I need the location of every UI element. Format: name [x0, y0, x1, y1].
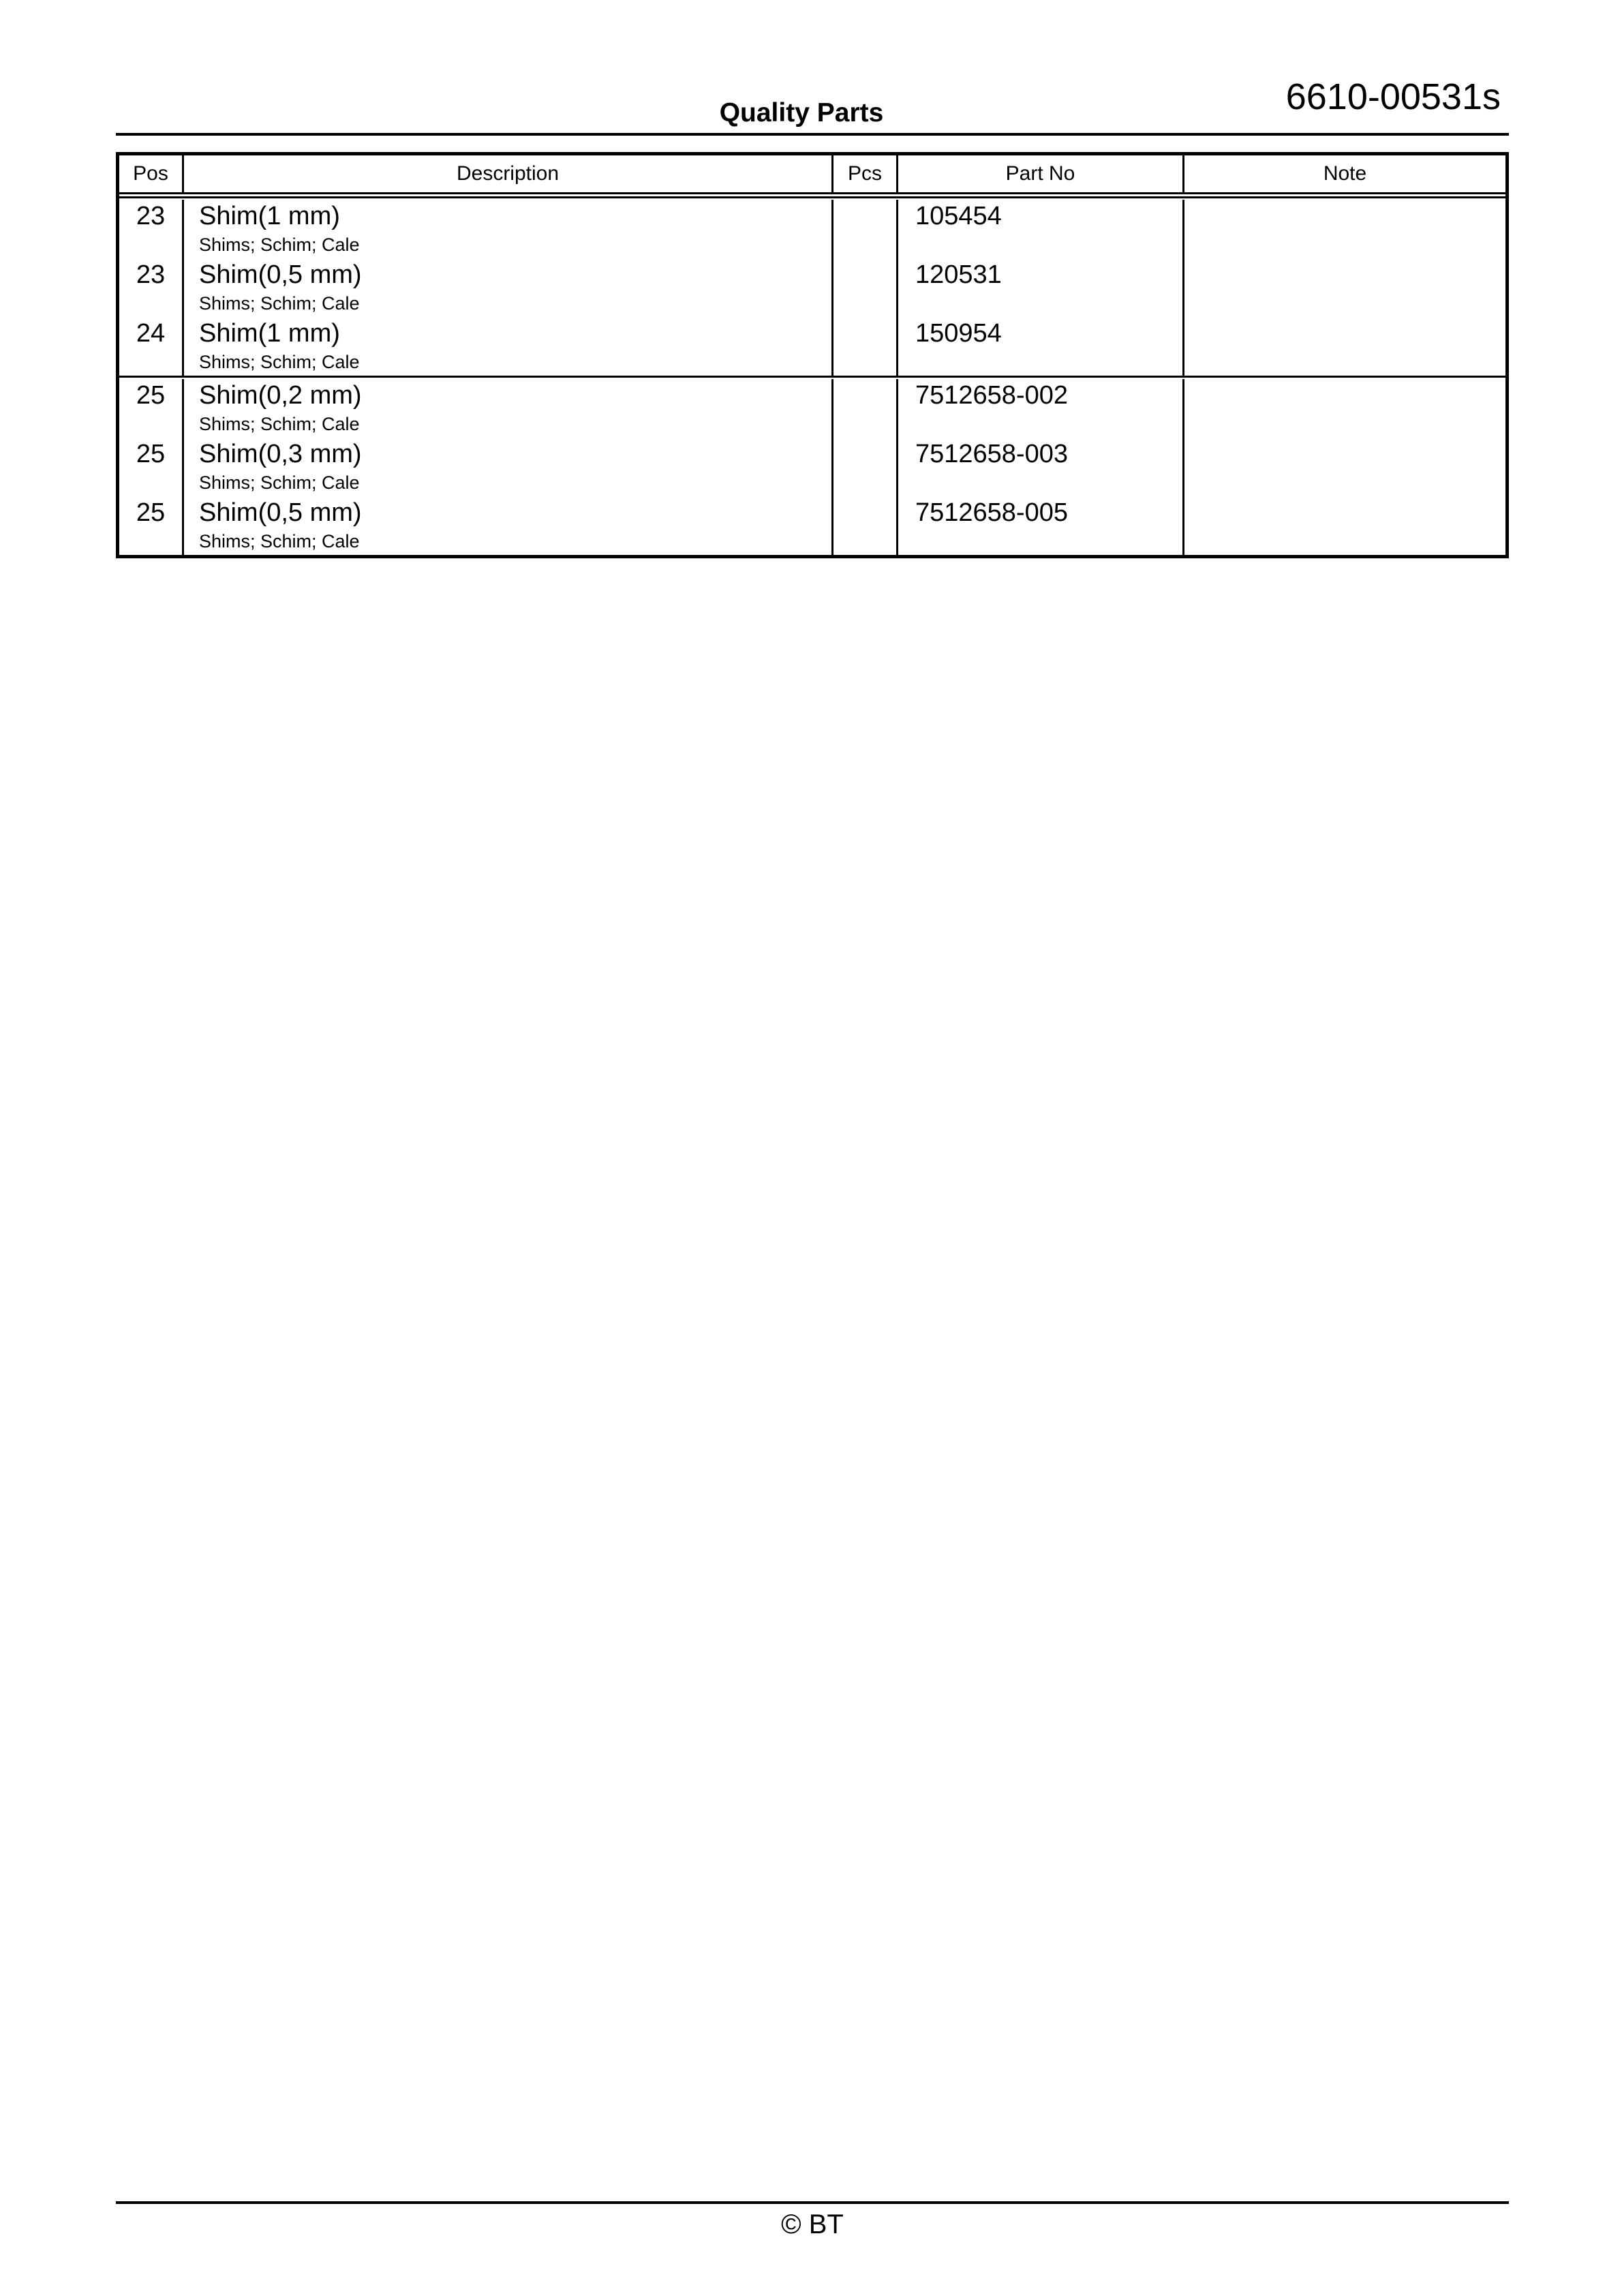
pcs-value	[833, 258, 898, 317]
description-main: Shim(1 mm)	[199, 319, 340, 348]
description-sub: Shims; Schim; Cale	[199, 235, 360, 255]
pcs-value	[833, 379, 898, 438]
part-no-value: 7512658-002	[898, 379, 1184, 438]
description-main: Shim(1 mm)	[199, 202, 340, 230]
description-main: Shim(0,5 mm)	[199, 498, 362, 527]
column-header-pcs: Pcs	[833, 155, 898, 192]
pos-value: 23	[119, 258, 184, 317]
pos-value: 25	[119, 496, 184, 555]
note-value	[1184, 258, 1505, 317]
note-value	[1184, 438, 1505, 496]
note-value	[1184, 317, 1505, 376]
description-cell	[184, 379, 833, 438]
note-value	[1184, 200, 1505, 258]
part-no-value: 7512658-003	[898, 438, 1184, 496]
parts-table	[116, 152, 1509, 558]
part-no-value: 7512658-005	[898, 496, 1184, 555]
footer-rule	[116, 2201, 1509, 2204]
table-row	[119, 258, 1505, 317]
table-row	[119, 438, 1505, 496]
table-row	[119, 379, 1505, 438]
description-cell	[184, 317, 833, 376]
description-cell	[184, 200, 833, 258]
pcs-value	[833, 200, 898, 258]
description-main: Shim(0,2 mm)	[199, 381, 362, 410]
description-cell	[184, 438, 833, 496]
note-value	[1184, 379, 1505, 438]
description-cell	[184, 496, 833, 555]
description-sub: Shims; Schim; Cale	[199, 472, 360, 493]
column-header-pos: Pos	[119, 155, 184, 192]
description-cell	[184, 258, 833, 317]
column-header-description: Description	[184, 155, 833, 192]
pcs-value	[833, 438, 898, 496]
pos-value: 25	[119, 379, 184, 438]
part-no-value: 150954	[898, 317, 1184, 376]
page-title: Quality Parts	[719, 98, 884, 127]
table-row	[119, 200, 1505, 258]
part-no-value: 120531	[898, 258, 1184, 317]
description-sub: Shims; Schim; Cale	[199, 414, 360, 434]
note-value	[1184, 496, 1505, 555]
row-group-1	[119, 198, 1505, 378]
pos-value: 25	[119, 438, 184, 496]
doc-number: 6610-00531s	[1285, 76, 1501, 117]
table-header	[119, 155, 1505, 198]
pcs-value	[833, 496, 898, 555]
table-header-row	[119, 155, 1505, 192]
pcs-value	[833, 317, 898, 376]
description-sub: Shims; Schim; Cale	[199, 531, 360, 552]
pos-value: 24	[119, 317, 184, 376]
header-rule	[116, 133, 1509, 136]
column-header-part-no: Part No	[898, 155, 1184, 192]
description-sub: Shims; Schim; Cale	[199, 293, 360, 314]
table-row	[119, 496, 1505, 555]
description-main: Shim(0,3 mm)	[199, 440, 362, 468]
row-group-2	[119, 378, 1505, 555]
column-header-note: Note	[1323, 162, 1367, 185]
description-main: Shim(0,5 mm)	[199, 260, 362, 289]
copyright-text: © BT	[781, 2209, 844, 2239]
table-row	[119, 317, 1505, 376]
pos-value: 23	[119, 200, 184, 258]
part-no-value: 105454	[898, 200, 1184, 258]
description-sub: Shims; Schim; Cale	[199, 352, 360, 372]
